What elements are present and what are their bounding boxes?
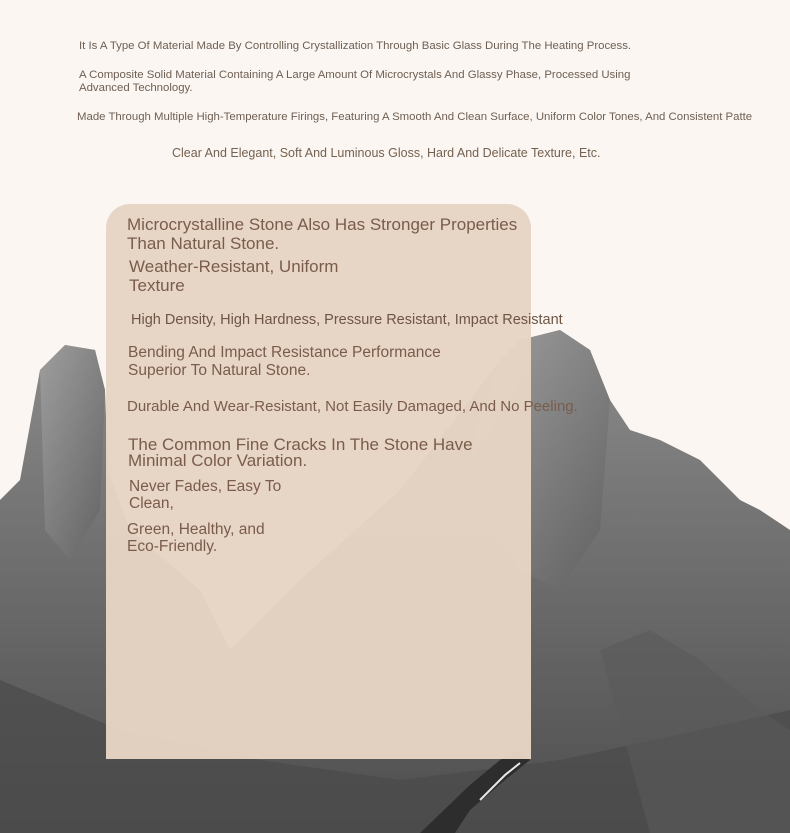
intro-line-1: It Is A Type Of Material Made By Controlling Crystallization Through Basic Glass During The Heating Process. [79,40,632,52]
property-eco-friendly: Green, Healthy, and Eco-Friendly. [127,521,265,555]
property-bending-resistance: Bending And Impact Resistance Performance Superior To Natural Stone. [128,344,441,379]
property-weather-resistant: Weather-Resistant, Uniform Texture [129,257,339,295]
property-color-variation: The Common Fine Cracks In The Stone Have Minimal Color Variation. [128,435,473,470]
property-high-density: High Density, High Hardness, Pressure Resistant, Impact Resistant [131,312,563,328]
intro-line-3: Made Through Multiple High-Temperature Firings, Featuring A Smooth And Clean Surface, Uniform Color Tones, And Consistent Patte [77,111,753,123]
property-never-fades: Never Fades, Easy To Clean, [129,478,282,512]
intro-line-2: A Composite Solid Material Containing A Large Amount Of Microcrystals And Glassy Phase, Processed Using Advanced Technology. [79,69,631,94]
intro-line-4: Clear And Elegant, Soft And Luminous Gloss, Hard And Delicate Texture, Etc. [172,146,601,160]
panel-heading: Microcrystalline Stone Also Has Stronger Properties Than Natural Stone. [127,215,518,253]
property-durable: Durable And Wear-Resistant, Not Easily Damaged, And No Peeling. [127,398,578,415]
